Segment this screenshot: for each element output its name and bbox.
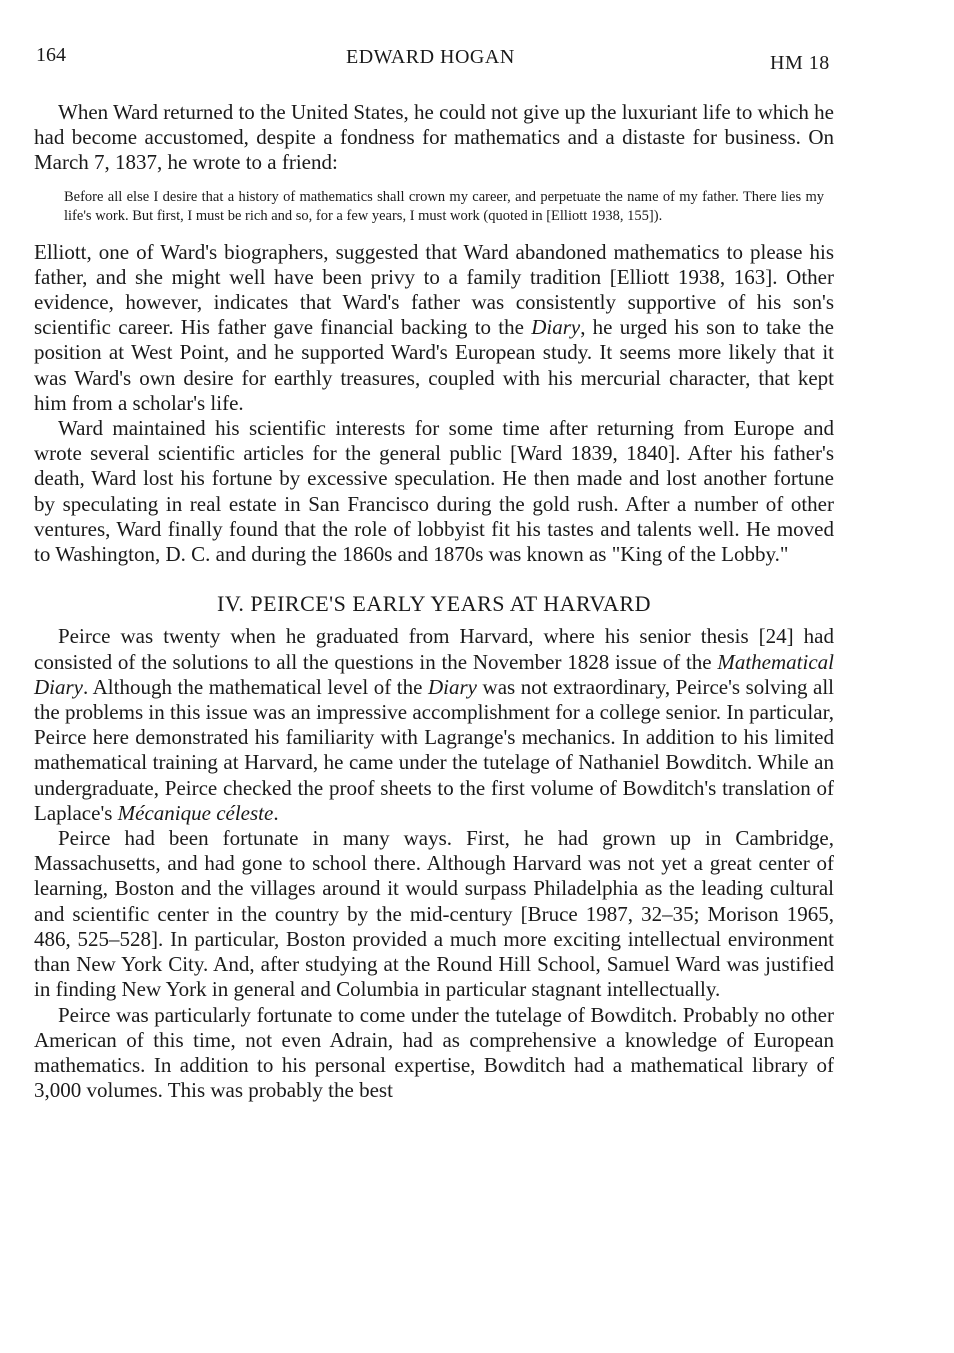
paragraph-4: Peirce was twenty when he graduated from Harvard, where his senior thesis [24] had consisted of the solutions to all the questions in the November 1828 issue of the Mathematical Diary. Although the mathematical level of the Diary was not extraordinary, Peirce's solving all the problems in this issue was an impressive accomplishment for a college senior. In particular, Peirce here demonstrated his familiarity with Lagrange's mechanics. In addition to his limited mathematical training at Harvard, he came under the tutelage of Nathaniel Bowditch. While an undergraduate, Peirce checked the proof sheets to the first volume of Bowditch's translation of Laplace's Mécanique céleste. xyxy=(34,624,835,825)
journal-ref: HM 18 xyxy=(770,52,830,74)
running-author: EDWARD HOGAN xyxy=(346,46,515,68)
paragraph-1: When Ward returned to the United States, he could not give up the luxuriant life to which he had become accustomed, despite a fondness for mathematics and a distaste for business. On March 7, 1837, he wrote to a friend: xyxy=(34,100,834,175)
block-quote: Before all else I desire that a history of mathematics shall crown my career, and perpetuate the name of my father. There lies my life's work. But first, I must be rich and so, for a few years, I must work (quoted in [Elliott 1938, 155]). xyxy=(64,188,824,224)
paragraph-2: Elliott, one of Ward's biographers, suggested that Ward abandoned mathematics to please his father, and she might well have been privy to a family tradition [Elliott 1938, 163]. Other evidence, however, indicates that Ward's father was consistently supportive of his son's scientific career. His father gave financial backing to the Diary, he urged his son to take the position at West Point, and he supported Ward's European study. It seems more likely that it was Ward's own desire for earthly treasures, coupled with his mercurial character, that kept him from a scholar's life. xyxy=(34,239,835,415)
paragraph-5: Peirce had been fortunate in many ways. First, he had grown up in Cambridge, Massachusetts, and had gone to school there. Although Harvard was not yet a great center of learning, Boston and the villages around it would surpass Philadelphia as the leading cultural and scientific center in the country by the mid-century [Bruce 1987, 32–35; Morison 1965, 486, 525–528]. In particular, Boston provided a much more exciting intellectual environment than New York City. And, after studying at the Round Hill School, Samuel Ward was justified in finding New York in general and Columbia in particular stagnant intellectually. xyxy=(34,826,834,1002)
paragraph-3: Ward maintained his scientific interests for some time after returning from Europe and wrote several scientific articles for the general public [Ward 1839, 1840]. After his father's death, Ward lost his fortune by excessive speculation. He then made and lost another fortune by speculating in real estate in San Francisco during the gold rush. After a number of other ventures, Ward finally found that the role of lobbyist fit his tastes and talents well. He moved to Washington, D. C. and during the 1860s and 1870s was known as "King of the Lobby." xyxy=(34,416,834,567)
page-number: 164 xyxy=(36,44,66,66)
running-header xyxy=(34,40,834,80)
section-heading: IV. PEIRCE'S EARLY YEARS AT HARVARD xyxy=(217,591,651,617)
paragraph-6: Peirce was particularly fortunate to come under the tutelage of Bowditch. Probably no other American of this time, not even Adrain, had as comprehensive a knowledge of European mathematics. In addition to his personal expertise, Bowditch had a mathematical library of 3,000 volumes. This was probably the best xyxy=(34,1002,834,1103)
page-body xyxy=(34,100,834,1103)
